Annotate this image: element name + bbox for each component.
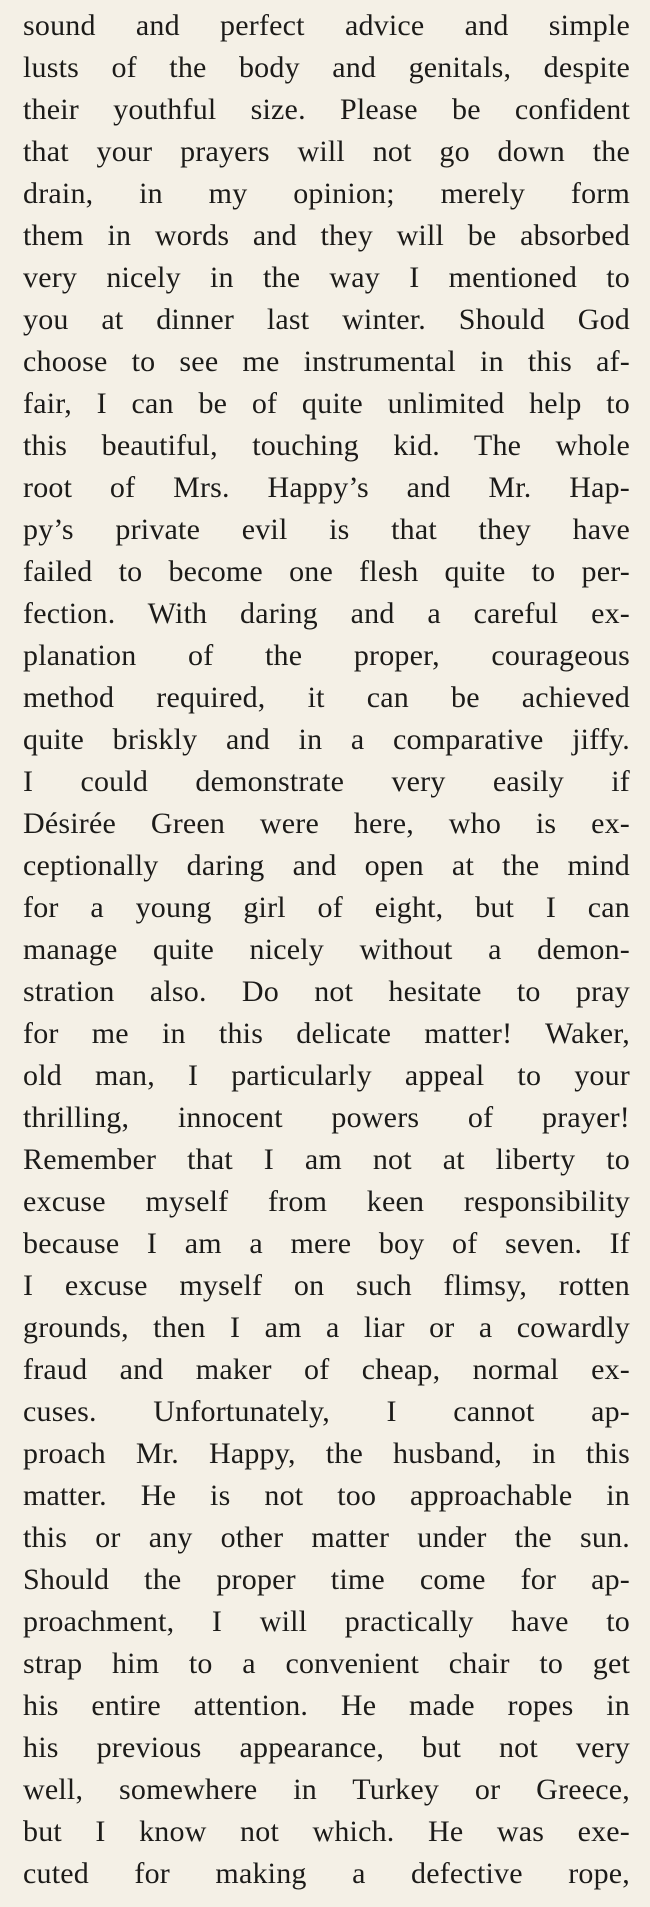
text-line: I excuse myself on such flimsy, rotten <box>23 1269 630 1302</box>
text-line: sound and perfect advice and simple <box>23 9 630 42</box>
text-line: excuse myself from keen responsibility <box>23 1185 630 1218</box>
text-line: because I am a mere boy of seven. If <box>23 1227 630 1260</box>
text-line: their youthful size. Please be confident <box>23 93 630 126</box>
text-line: proachment, I will practically have to <box>23 1605 630 1638</box>
text-line: this or any other matter under the sun. <box>23 1521 630 1554</box>
text-line: but I know not which. He was exe- <box>23 1815 630 1848</box>
text-line: this beautiful, touching kid. The whole <box>23 429 630 462</box>
text-line: Should the proper time come for ap- <box>23 1563 630 1596</box>
text-line: manage quite nicely without a demon- <box>23 933 630 966</box>
text-line: that your prayers will not go down the <box>23 135 630 168</box>
text-line: grounds, then I am a liar or a cowardly <box>23 1311 630 1344</box>
text-line: you at dinner last winter. Should God <box>23 303 630 336</box>
text-line: cuted for making a defective rope, <box>23 1857 630 1890</box>
text-line: quite briskly and in a comparative jiffy. <box>23 723 630 756</box>
text-line: Désirée Green were here, who is ex- <box>23 807 630 840</box>
text-line: failed to become one flesh quite to per- <box>23 555 630 588</box>
text-line: stration also. Do not hesitate to pray <box>23 975 630 1008</box>
text-line: drain, in my opinion; merely form <box>23 177 630 210</box>
text-line: them in words and they will be absorbed <box>23 219 630 252</box>
text-line: old man, I particularly appeal to your <box>23 1059 630 1092</box>
text-line: fair, I can be of quite unlimited help to <box>23 387 630 420</box>
text-line: his previous appearance, but not very <box>23 1731 630 1764</box>
text-line: thrilling, innocent powers of prayer! <box>23 1101 630 1134</box>
text-line: ceptionally daring and open at the mind <box>23 849 630 882</box>
text-line: matter. He is not too approachable in <box>23 1479 630 1512</box>
text-line: I could demonstrate very easily if <box>23 765 630 798</box>
text-line: for me in this delicate matter! Waker, <box>23 1017 630 1050</box>
text-line: very nicely in the way I mentioned to <box>23 261 630 294</box>
text-line: strap him to a convenient chair to get <box>23 1647 630 1680</box>
text-line: fection. With daring and a careful ex- <box>23 597 630 630</box>
text-line: lusts of the body and genitals, despite <box>23 51 630 84</box>
text-line: Remember that I am not at liberty to <box>23 1143 630 1176</box>
text-line: proach Mr. Happy, the husband, in this <box>23 1437 630 1470</box>
text-line: fraud and maker of cheap, normal ex- <box>23 1353 630 1386</box>
text-line: choose to see me instrumental in this af- <box>23 345 630 378</box>
text-line: his entire attention. He made ropes in <box>23 1689 630 1722</box>
text-line: cuses. Unfortunately, I cannot ap- <box>23 1395 630 1428</box>
text-line: root of Mrs. Happy’s and Mr. Hap- <box>23 471 630 504</box>
text-line: method required, it can be achieved <box>23 681 630 714</box>
text-line: for a young girl of eight, but I can <box>23 891 630 924</box>
text-line: well, somewhere in Turkey or Greece, <box>23 1773 630 1806</box>
text-line: planation of the proper, courageous <box>23 639 630 672</box>
text-line: py’s private evil is that they have <box>23 513 630 546</box>
